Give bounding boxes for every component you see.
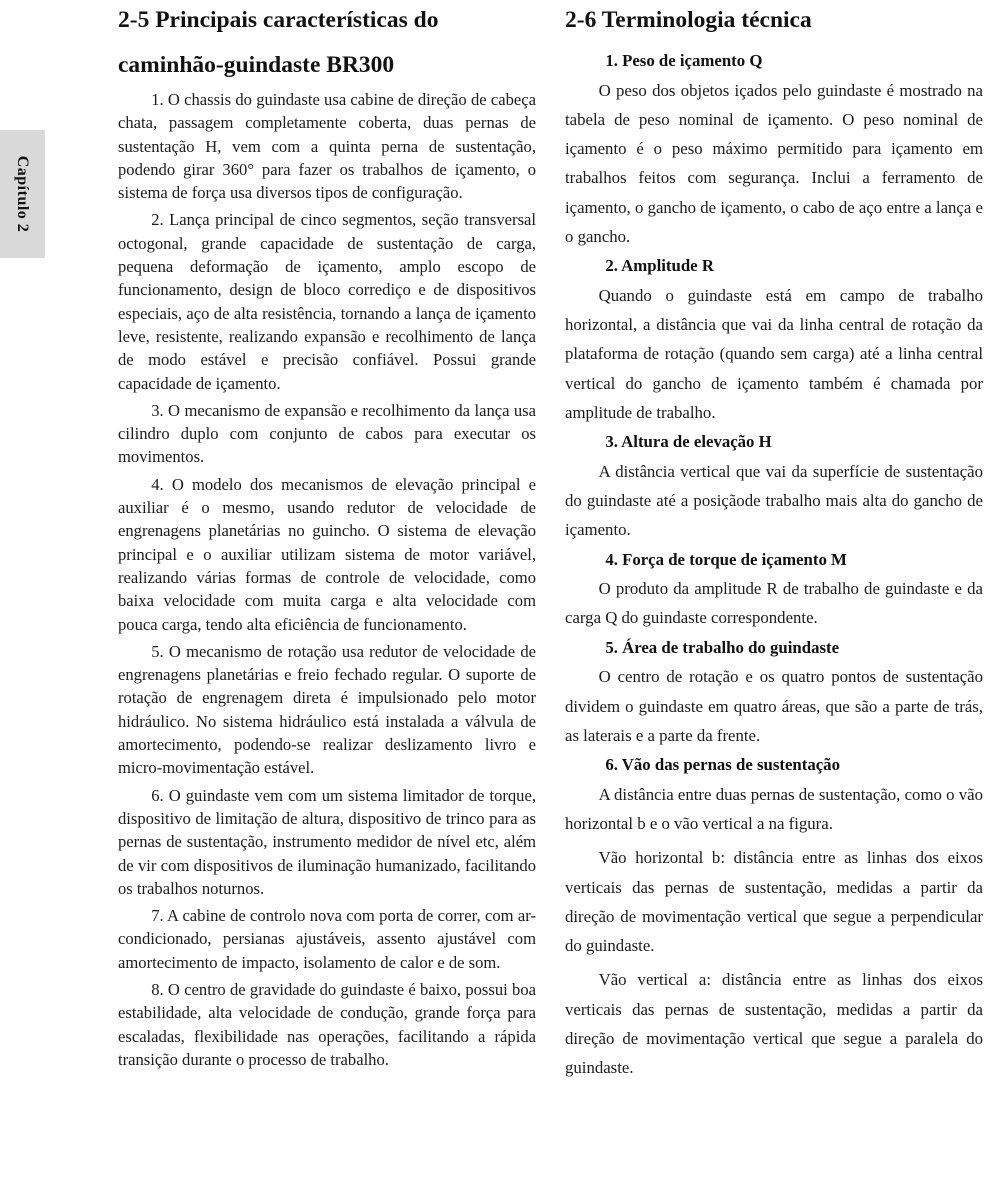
chapter-side-tab (0, 130, 45, 258)
term-paragraph-vao: A distância entre duas pernas de sustentação, como o vão horizontal b e o vão vertical a na figura. (565, 784, 983, 833)
term-heading-altura: 3. Altura de elevação H (605, 432, 772, 452)
feature-paragraph-8: 8. O centro de gravidade do guindaste é baixo, possui boa estabilidade, alta velocidade de condução, grande força para escaladas, flexibilidade nas operações, facilitando a rápida transição durante o processo de trabalho. (118, 979, 536, 1069)
feature-paragraph-7: 7. A cabine de controlo nova com porta de correr, com ar-condicionado, persianas ajustáveis, assento ajustável com amortecimento de impacto, isolamento de calor e de som. (118, 906, 536, 972)
section-title-2-5: 2-5 Principais características do caminhão-guindaste BR300 (118, 7, 439, 78)
term-paragraph-torque: O produto da amplitude R de trabalho de guindaste e da carga Q do guindaste correspondente. (565, 579, 983, 628)
feature-paragraph-6: 6. O guindaste vem com um sistema limitador de torque, dispositivo de limitação de altura, dispositivo de trinco para as pernas de sustentação, instrumento medidor de nível etc, além de vir com dispositivos de iluminação humanizado, facilitando os trabalhos noturnos. (118, 785, 536, 898)
term-paragraph-area: O centro de rotação e os quatro pontos de sustentação dividem o guindaste em quatro áreas, que são a parte de trás, as laterais e a parte da frente. (565, 667, 983, 745)
chapter-label: Capítulo 2 (14, 155, 31, 233)
term-heading-area: 5. Área de trabalho do guindaste (605, 637, 840, 657)
left-column (118, 0, 536, 1075)
feature-paragraph-4: 4. O modelo dos mecanismos de elevação principal e auxiliar é o mesmo, usando redutor de velocidade de engrenagens planetárias no guincho. O sistema de elevação principal e o auxiliar utilizam sistema de motor variável, realizando várias formas de controle de velocidade, como baixa velocidade com muita carga e alta velocidade com pouca carga, tendo alta eficiência de funcionamento. (118, 474, 536, 634)
feature-paragraph-3: 3. O mecanismo de expansão e recolhimento da lança usa cilindro duplo com conjunto de cabos para executar os movimentos. (118, 400, 536, 467)
feature-paragraph-1: 1. O chassis do guindaste usa cabine de direção de cabeça chata, passagem completamente coberta, duas pernas de sustentação H, vem com a quinta perna de sustentação, podendo girar 360° para fazer os trabalhos de içamento, o sistema de força usa diversos tipos de configuração. (118, 90, 536, 203)
term-paragraph-altura: A distância vertical que vai da superfície de sustentação do guindaste até a posiçãode trabalho mais alta do gancho de içamento. (565, 461, 983, 540)
feature-paragraph-5: 5. O mecanismo de rotação usa redutor de velocidade de engrenagens planetárias e freio fechado regular. O suporte de rotação de engrenagem direta é impulsionado pelo motor hidráulico. No sistema hidráulico está instalada a válvula de amortecimento, podendo-se realizar deslizamento livro e micro-movimentação estável. (118, 641, 536, 778)
term-paragraph-vao-vertical: Vão vertical a: distância entre as linhas dos eixos verticais das pernas de sustentação, medidas a partir da direção de movimentação vertical que segue a paralela do guindaste. (565, 970, 983, 1078)
term-paragraph-amplitude: Quando o guindaste está em campo de trabalho horizontal, a distância que vai da linha central de rotação da plataforma de rotação (quando sem carga) até a linha central vertical do gancho de içamento também é chamada por amplitude de trabalho. (565, 285, 983, 422)
section-title-2-6: 2-6 Terminologia técnica (565, 7, 812, 33)
right-column (565, 0, 983, 1083)
term-heading-peso: 1. Peso de içamento Q (605, 51, 763, 70)
term-paragraph-peso: O peso dos objetos içados pelo guindaste é mostrado na tabela de peso nominal de içamento. O peso nominal de içamento é o peso máximo permitido para içamento em trabalhos feitos com segurança. Inclui a ferramento de içamento, o gancho de içamento, o cabo de aço entre a lança e o gancho. (565, 80, 983, 246)
term-paragraph-vao-horizontal: Vão horizontal b: distância entre as linhas dos eixos verticais das pernas de sustentação, medidas a partir da direção de movimentação vertical que segue a perpendicular do guindaste. (565, 848, 983, 956)
feature-paragraph-2: 2. Lança principal de cinco segmentos, seção transversal octogonal, grande capacidade de sustentação de carga, pequena deformação de içamento, amplo escopo de funcionamento, design de bloco corrediço e de dispositivos especiais, aço de alta resistência, tornando a lança de içamento leve, resistente, realizando expansão e recolhimento de lança de modo estável e precisão confiável. Possui grande capacidade de içamento. (118, 210, 536, 393)
term-heading-torque: 4. Força de torque de içamento M (605, 549, 847, 569)
term-heading-vao: 6. Vão das pernas de sustentação (605, 755, 840, 775)
term-heading-amplitude: 2. Amplitude R (605, 256, 714, 276)
